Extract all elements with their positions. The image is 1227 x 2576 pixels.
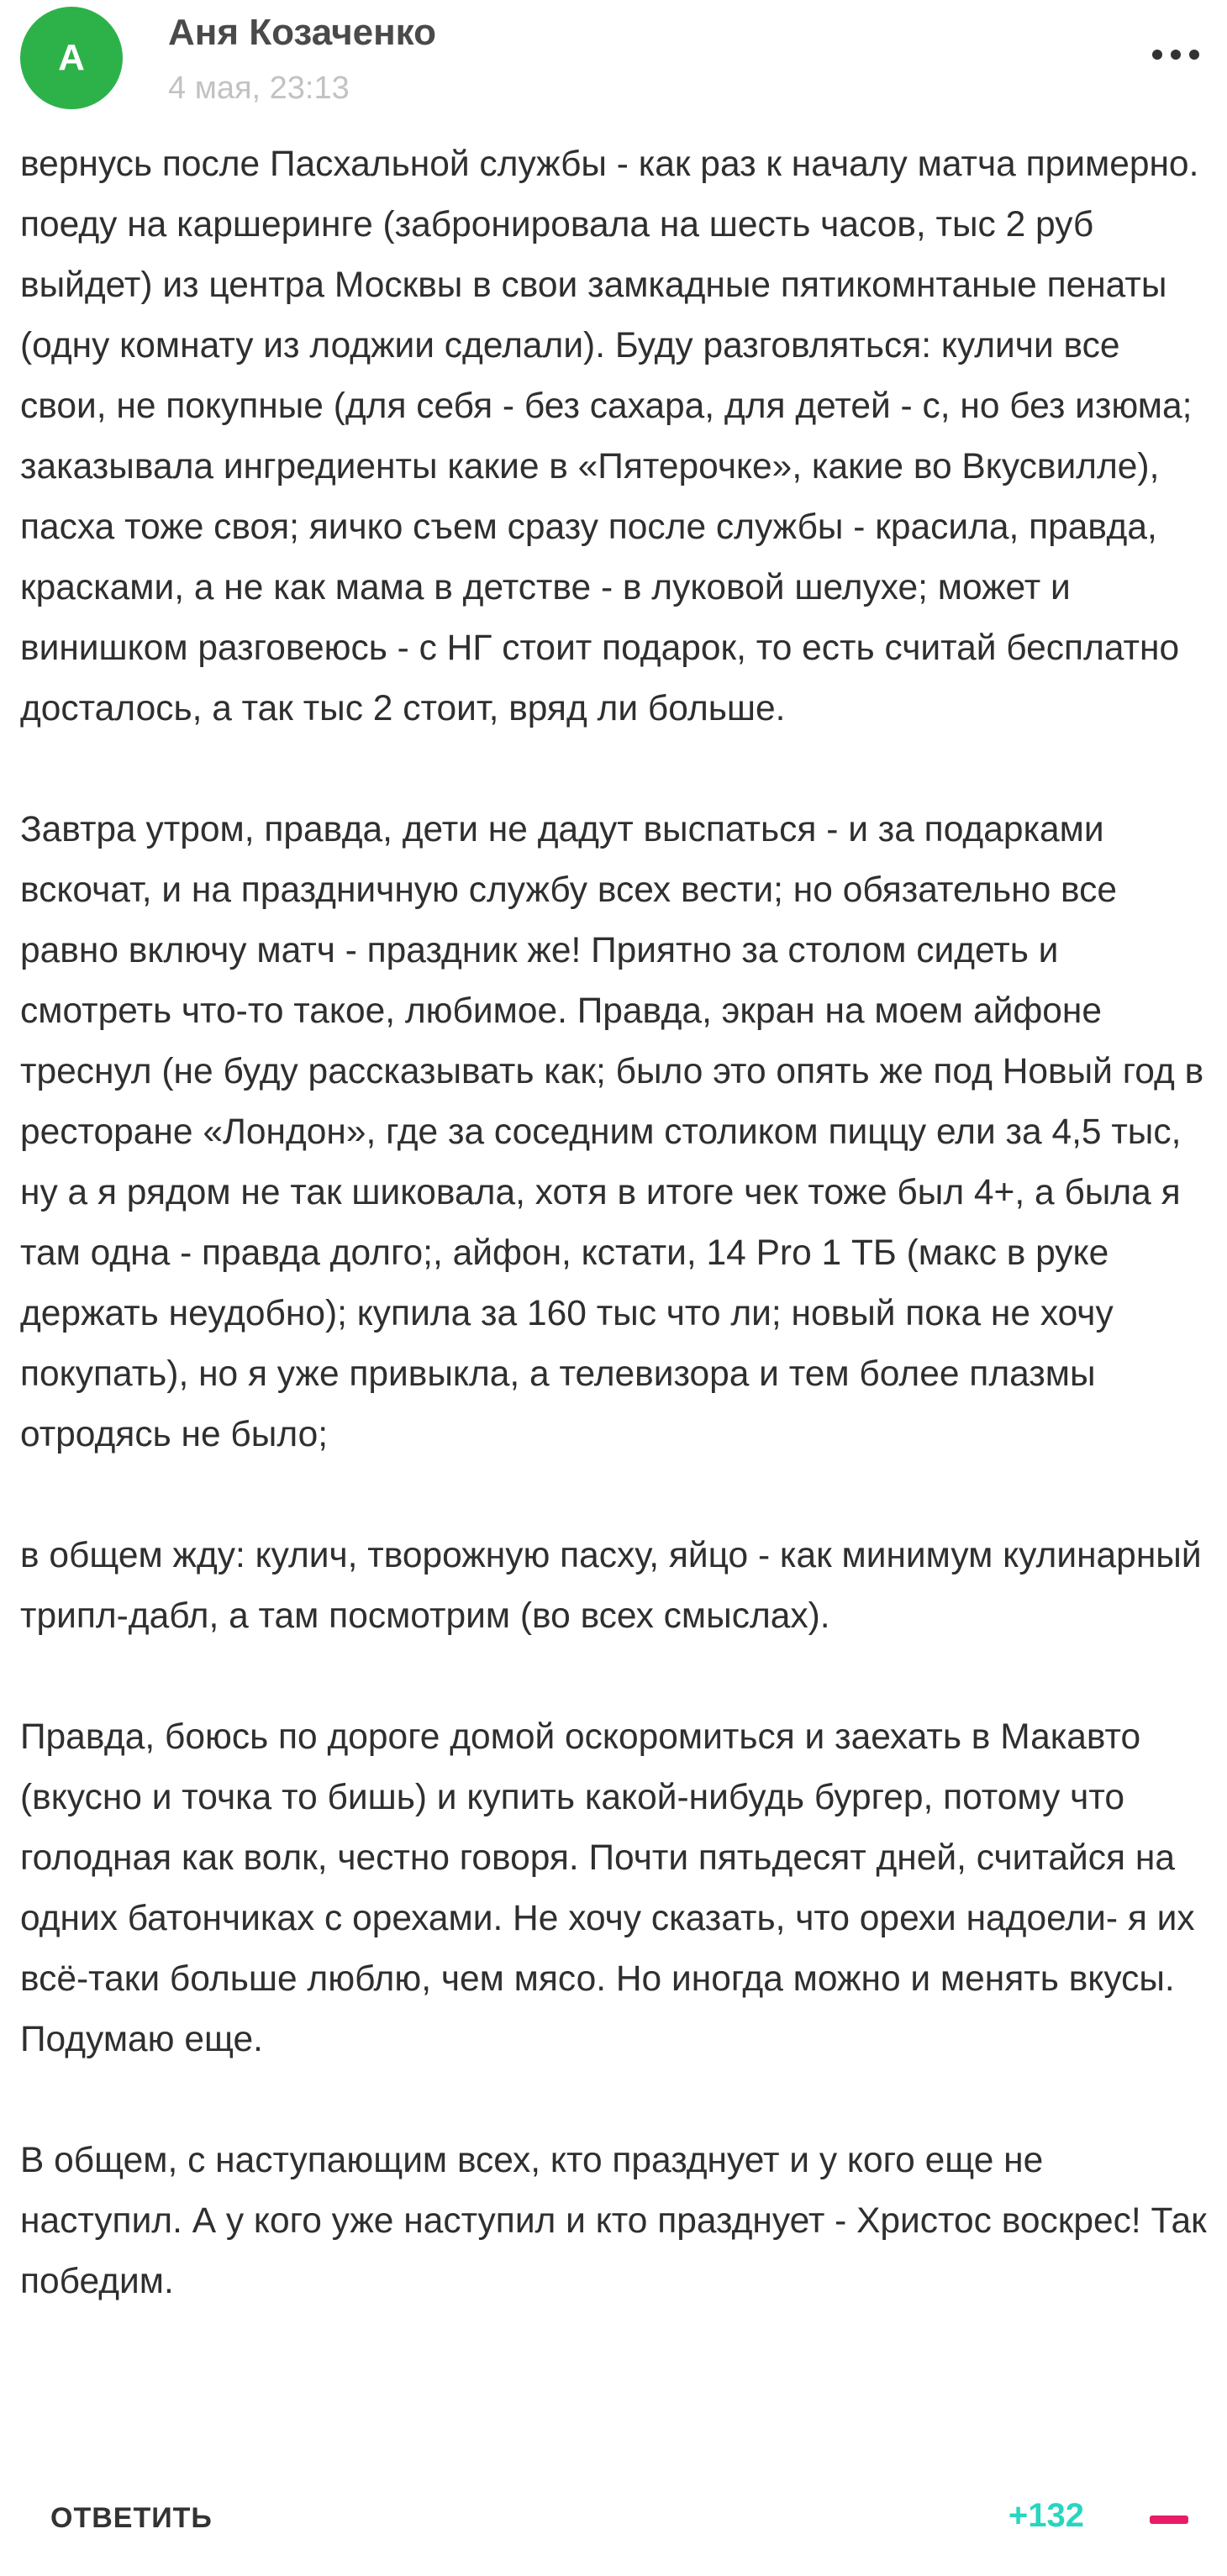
comment-header bbox=[0, 0, 1227, 151]
reply-button[interactable]: ОТВЕТИТЬ bbox=[50, 2502, 213, 2534]
comment-paragraph: в общем жду: кулич, творожную пасху, яйцо - как минимум кулинарный трипл-дабл, а там посмотрим (во всех смыслах). bbox=[20, 1536, 1202, 1636]
avatar[interactable] bbox=[20, 7, 123, 109]
comment-body bbox=[20, 134, 1207, 2373]
comment-paragraph: В общем, с наступающим всех, кто празднует и у кого еще не наступил. А у кого уже наступил и кто празднует - Христос воскрес! Так победим. bbox=[20, 2141, 1207, 2301]
score-upvote[interactable]: +132 bbox=[1008, 2497, 1084, 2534]
avatar-letter: А bbox=[58, 37, 85, 78]
more-horizontal-icon bbox=[1152, 50, 1162, 60]
minus-icon[interactable] bbox=[1150, 2516, 1188, 2524]
author-name[interactable]: Аня Козаченко bbox=[168, 12, 436, 53]
comment-paragraph: вернусь после Пасхальной службы - как раз к началу матча примерно. поеду на каршеринге (забронировала на шесть часов, тыс 2 руб выйдет) из центра Москвы в свои замкадные пятикомнтаные пенаты (одну комнату из лоджии сделали). Буду разговляться: куличи все свои, не покупные (для себя - без сахара, для детей - с, но без изюма; заказывала ингредиенты какие в «Пятерочке», какие во Вкусвилле), пасха тоже своя; яичко съем сразу после службы - красила, правда, красками, а не как мама в детстве - в луковой шелухе; может и винишком разговеюсь - с НГ стоит подарок, то есть считай бесплатно досталось, а так тыс 2 стоит, вряд ли больше. bbox=[20, 145, 1199, 728]
comment-footer bbox=[0, 2487, 1227, 2554]
more-horizontal-icon bbox=[1189, 50, 1199, 60]
comment-date: 4 мая, 23:13 bbox=[168, 71, 350, 106]
more-horizontal-icon bbox=[1171, 50, 1181, 60]
comment-paragraph: Правда, боюсь по дороге домой оскоромиться и заехать в Макавто (вкусно и точка то бишь) и купить какой-нибудь бургер, потому что голодная как волк, честно говоря. Почти пятьдесят дней, считайся на одних батончиках с орехами. Не хочу сказать, что орехи надоели- я их всё-таки больше люблю, чем мясо. Но иногда можно и менять вкусы. Подумаю еще. bbox=[20, 1717, 1195, 2059]
comment-paragraph: Завтра утром, правда, дети не дадут выспаться - и за подарками вскочат, и на праздничную службу всех вести; но обязательно все равно включу матч - праздник же! Приятно за столом сидеть и смотреть что-то такое, любимое. Правда, экран на моем айфоне треснул (не буду рассказывать как; было это опять же под Новый год в ресторане «Лондон», где за соседним столиком пиццу ели за 4,5 тыс, ну а я рядом не так шиковала, хотя в итоге чек тоже был 4+, а была я там одна - правда долго;, айфон, кстати, 14 Pro 1 ТБ (макс в руке держать неудобно); купила за 160 тыс что ли; новый пока не хочу покупать), но я уже привыкла, а телевизора и тем более плазмы отродясь не было; bbox=[20, 810, 1204, 1454]
more-options-button[interactable] bbox=[1146, 34, 1205, 76]
